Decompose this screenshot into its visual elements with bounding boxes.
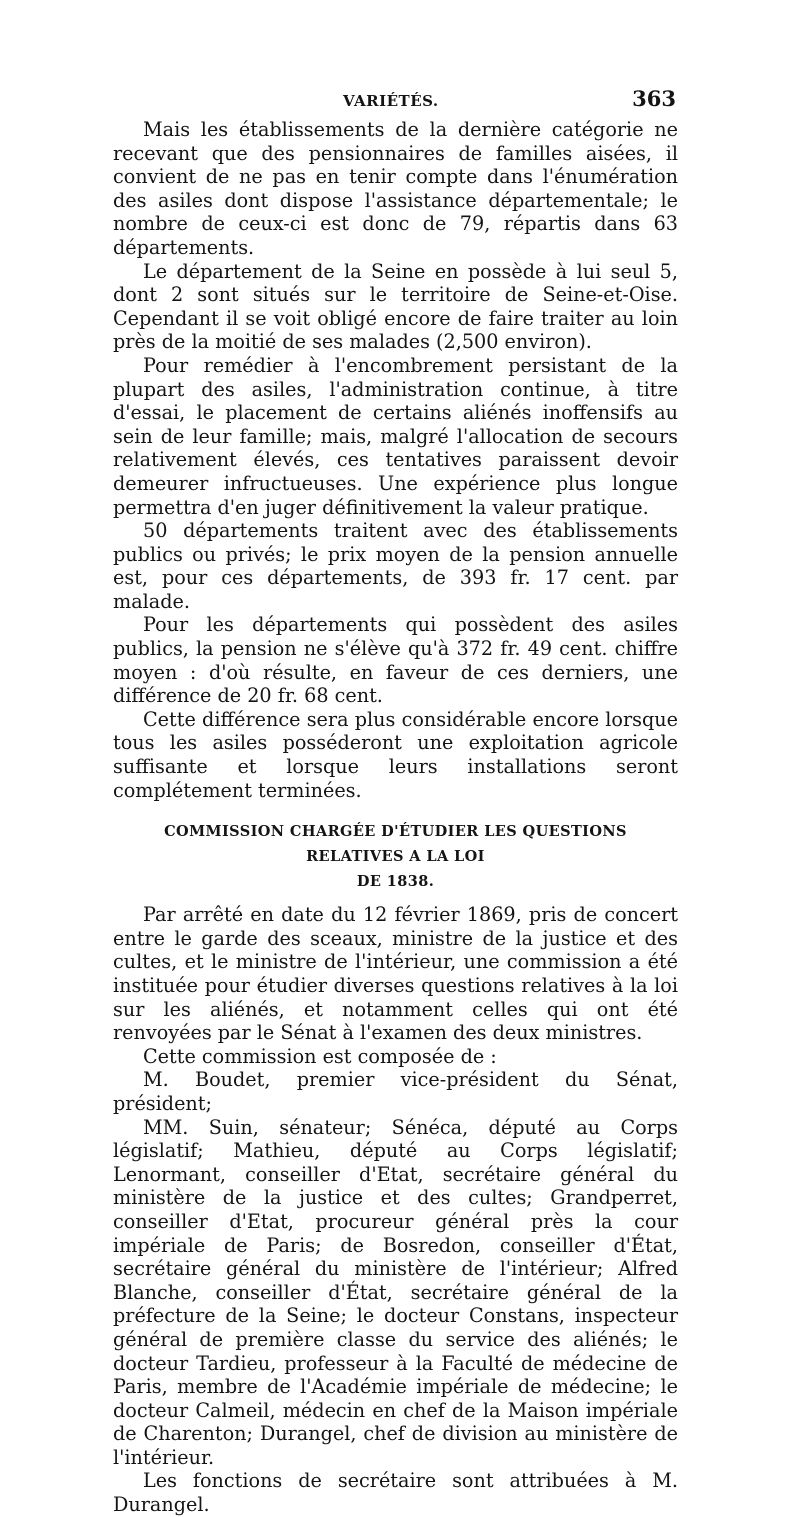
section-heading-line: COMMISSION CHARGÉE D'ÉTUDIER LES QUESTIONS RELATIVES A LA LOI [164, 823, 627, 866]
running-head [113, 86, 678, 118]
paragraph: Les fonctions de secrétaire sont attribuées à M. Durangel. [113, 1469, 678, 1517]
paragraph: Cette commission est composée de : [143, 1044, 497, 1068]
paragraph: Par arrêté en date du 12 février 1869, pris de concert entre le garde des sceaux, ministre de la justice et des cultes, et le ministre de l'intérieur, une commission a été instituée pour étudier diverses questions relatives à la loi sur les aliénés, et notamment celles qui ont été renvoyées par le Sénat à l'examen des deux ministres. [113, 903, 678, 1045]
section-heading-line: DE 1838. [356, 873, 435, 891]
section-statistics [113, 118, 678, 802]
section-commission [113, 903, 678, 1516]
paragraph: M. Boudet, premier vice-président du Sénat, président; [113, 1068, 678, 1115]
page-number: 363 [632, 86, 676, 111]
paragraph: MM. Suin, sénateur; Sénéca, député au Corps législatif; Mathieu, député au Corps législatif; Lenormant, conseiller d'Etat, secrétaire général du ministère de la justice et des cultes; Grandperret, conseiller d'Etat, procureur général près la cour impériale de Paris; de Bosredon, conseiller d'État, secrétaire général du ministère de l'intérieur; Alfred Blanche, conseiller d'État, secrétaire général de la préfecture de la Seine; le docteur Constans, inspecteur général de première classe du service des aliénés; le docteur Tardieu, professeur à la Faculté de médecine de Paris, membre de l'Académie impériale de médecine; le docteur Calmeil, médecin en chef de la Maison impériale de Charenton; Durangel, chef de division au ministère de l'intérieur. [113, 1115, 678, 1469]
running-title: VARIÉTÉS. [343, 92, 439, 110]
section-heading [113, 819, 678, 894]
paragraph: 50 départements traitent avec des établissements publics ou privés; le prix moyen de la pension annuelle est, pour ces départements, de 393 fr. 17 cent. par malade. [113, 519, 678, 613]
book-page [113, 86, 678, 1517]
paragraph: Le département de la Seine en possède à lui seul 5, dont 2 sont situés sur le territoire de Seine-et-Oise. Cependant il se voit obligé encore de faire traiter au loin près de la moitié de ses malades (2,500 environ). [113, 259, 678, 354]
paragraph: Pour les départements qui possèdent des asiles publics, la pension ne s'élève qu'à 372 fr. 49 cent. chiffre moyen : d'où résulte, en faveur de ces derniers, une différence de 20 fr. 68 cent. [113, 613, 678, 708]
paragraph: Cette différence sera plus considérable encore lorsque tous les asiles posséderont une exploitation agricole suffisante et lorsque leurs installations seront complétement terminées. [113, 707, 678, 802]
paragraph: Pour remédier à l'encombrement persistant de la plupart des asiles, l'administration continue, à titre d'essai, le placement de certains aliénés inoffensifs au sein de leur famille; mais, malgré l'allocation de secours relativement élevés, ces tentatives paraissent devoir demeurer infructueuses. Une expérience plus longue permettra d'en juger définitivement la valeur pratique. [113, 353, 678, 519]
paragraph: Mais les établissements de la dernière catégorie ne recevant que des pensionnaires de familles aisées, il convient de ne pas en tenir compte dans l'énumération des asiles dont dispose l'assistance départementale; le nombre de ceux-ci est donc de 79, répartis dans 63 départements. [113, 118, 678, 259]
